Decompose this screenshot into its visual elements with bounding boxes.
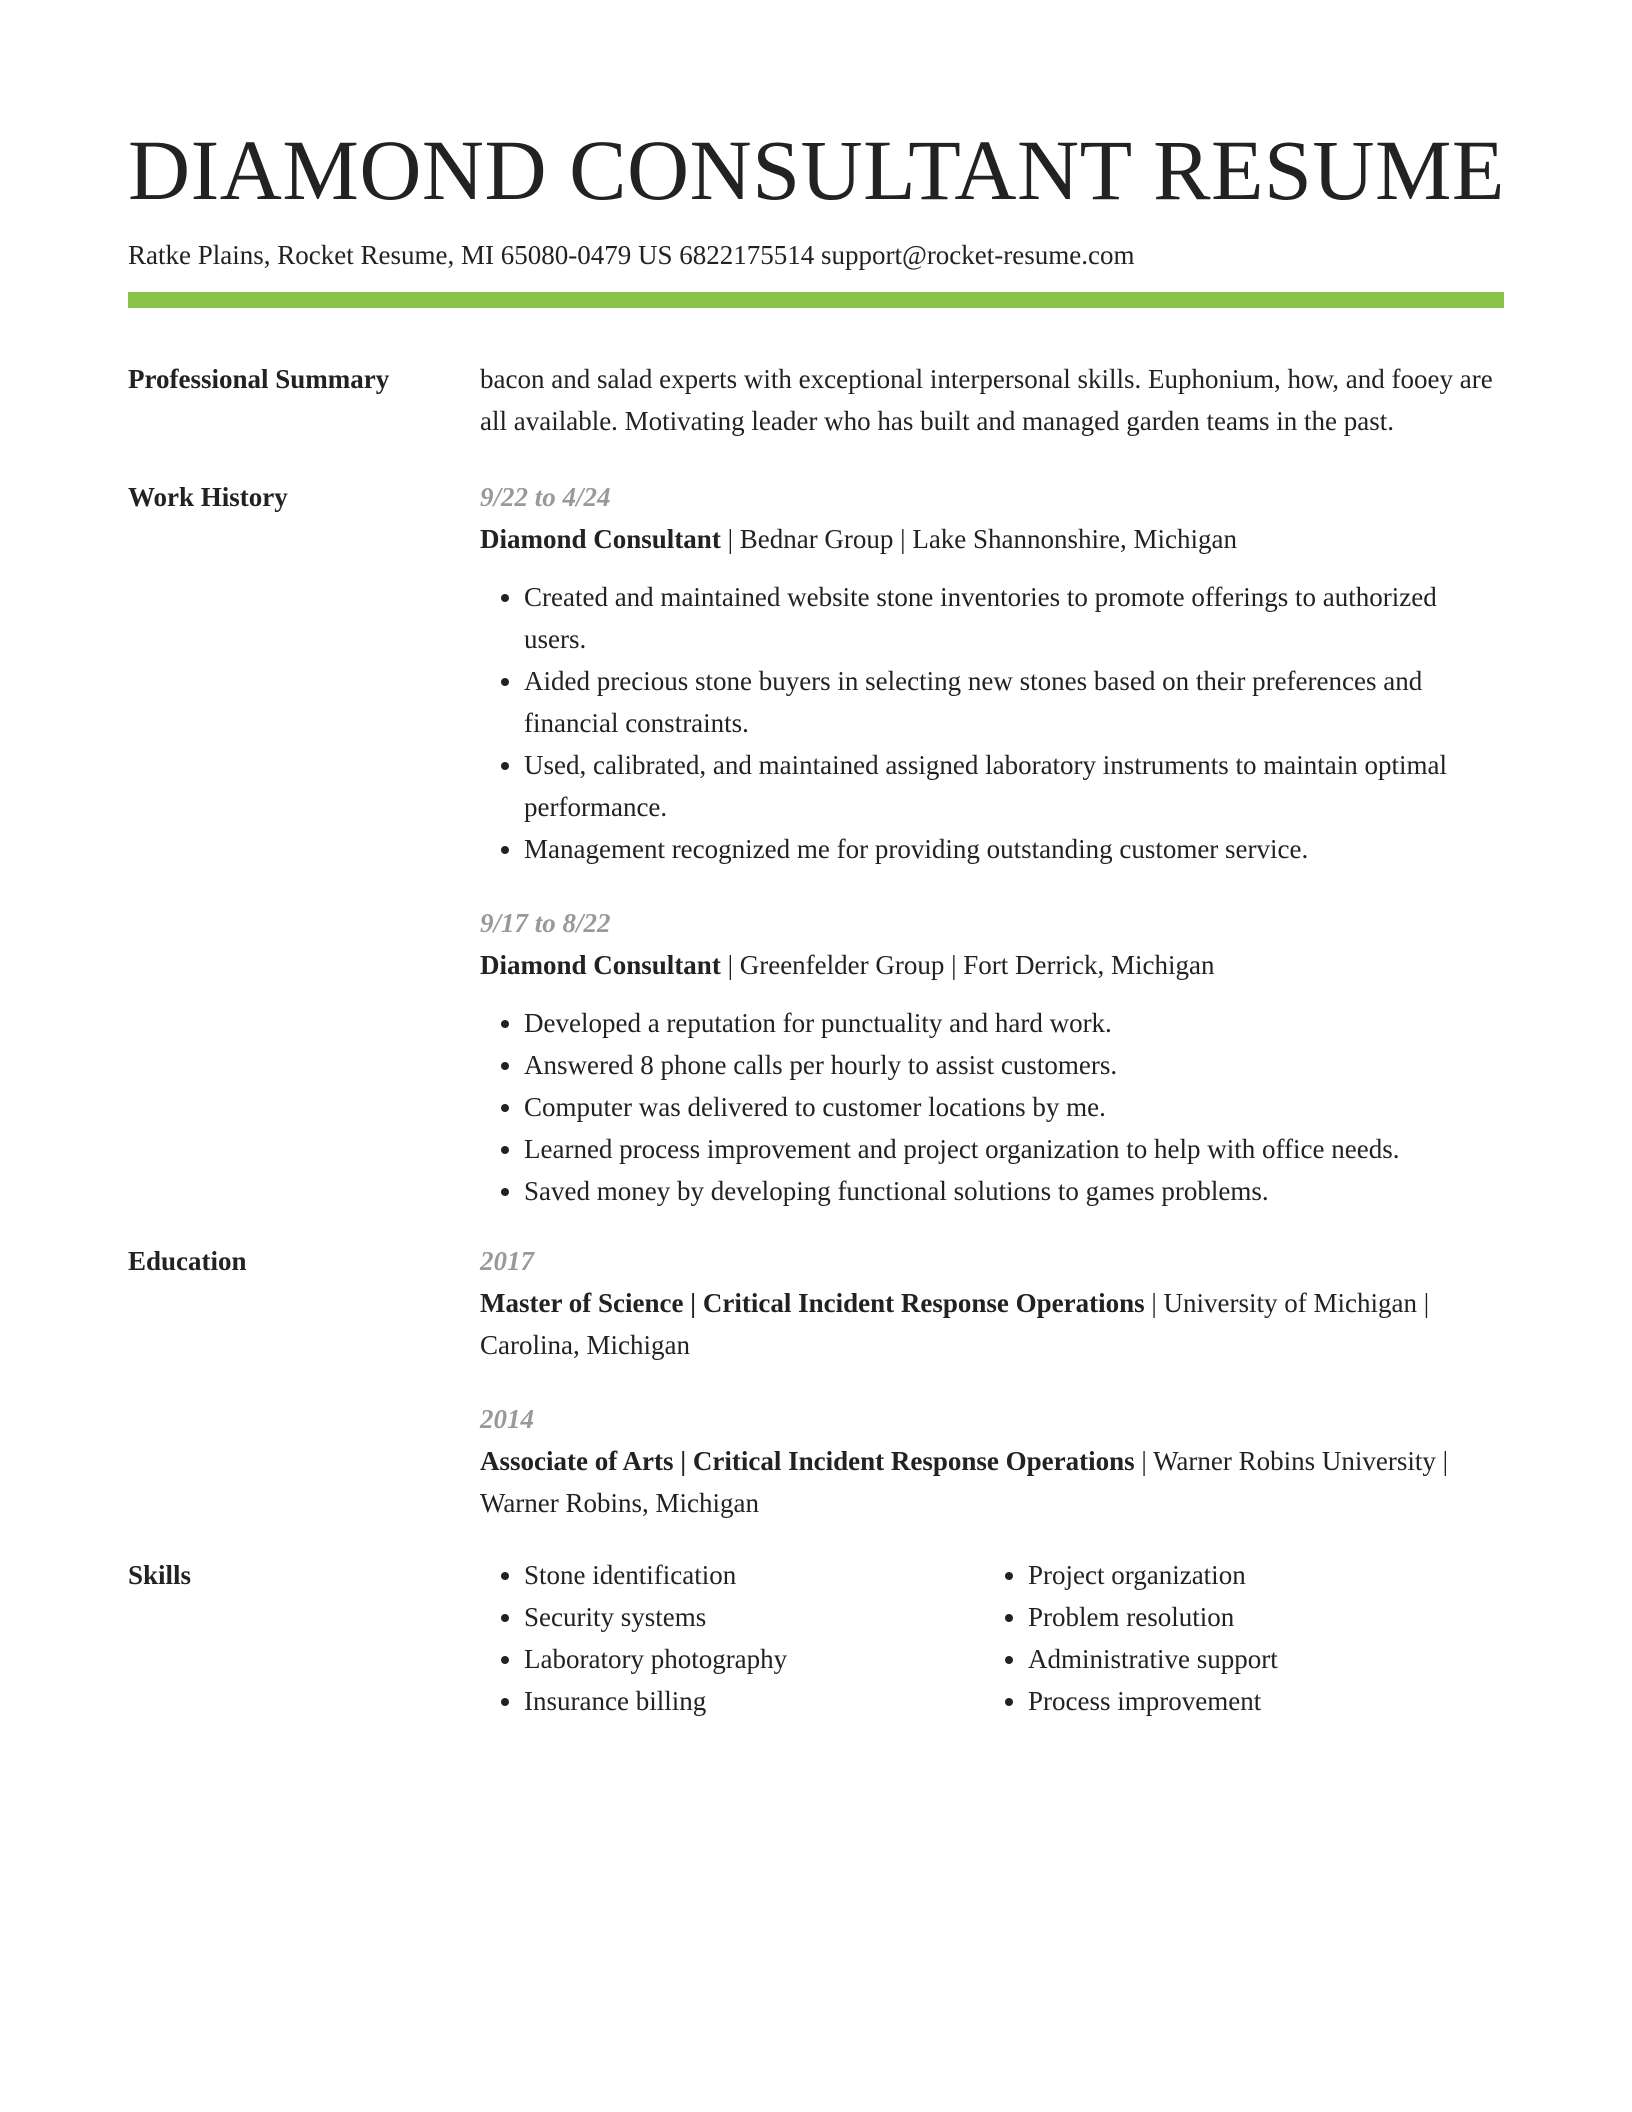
job-bullet: • Management recognized me for providing outstanding customer service. — [524, 828, 1504, 870]
education-details: | University of Michigan | Carolina, Michigan — [480, 1288, 1430, 1360]
accent-divider — [128, 292, 1504, 308]
job-bullet: • Developed a reputation for punctuality and hard work. — [524, 1002, 1504, 1044]
education-heading — [480, 1440, 1504, 1524]
skill-item: • Administrative support — [1028, 1638, 1548, 1680]
summary-text: bacon and salad experts with exceptional interpersonal skills. Euphonium, how, and fooey are all available. Motivating leader who has built and managed garden teams in the past. — [480, 364, 1493, 436]
skill-item: • Laboratory photography — [524, 1638, 984, 1680]
education-details: | Warner Robins University | Warner Robins, Michigan — [480, 1446, 1449, 1518]
education-heading — [480, 1282, 1504, 1366]
skill-item: • Process improvement — [1028, 1680, 1548, 1722]
job-bullet: • Learned process improvement and project organization to help with office needs. — [524, 1128, 1504, 1170]
job-title: Diamond Consultant — [480, 524, 721, 554]
contact-info: Ratke Plains, Rocket Resume, MI 65080-0479 US 6822175514 support@rocket-resume.com — [128, 240, 1135, 270]
section-label-summary: Professional Summary — [128, 364, 390, 394]
job-entry — [480, 476, 1504, 870]
job-heading — [480, 518, 1504, 560]
education-entry — [480, 1240, 1504, 1366]
skills-columns — [480, 1554, 1504, 1722]
job-entry — [480, 902, 1504, 1212]
section-label-work: Work History — [128, 482, 288, 512]
education-section — [128, 1240, 1504, 1524]
job-title: Diamond Consultant — [480, 950, 721, 980]
section-label-education: Education — [128, 1246, 247, 1276]
job-details: | Bednar Group | Lake Shannonshire, Michigan — [720, 524, 1238, 554]
skill-item: • Insurance billing — [524, 1680, 984, 1722]
resume-title: DIAMOND CONSULTANT RESUME — [128, 122, 1505, 218]
job-bullet: • Aided precious stone buyers in selecting new stones based on their preferences and financial constraints. — [524, 660, 1504, 744]
degree-title: Master of Science | Critical Incident Response Operations — [480, 1288, 1145, 1318]
education-entry — [480, 1398, 1504, 1524]
skill-item: • Security systems — [524, 1596, 984, 1638]
skills-section — [128, 1554, 1504, 1722]
work-history-section — [128, 476, 1504, 1212]
skill-item: • Project organization — [1028, 1554, 1548, 1596]
education-year: 2014 — [480, 1404, 534, 1434]
job-dates: 9/17 to 8/22 — [480, 908, 611, 938]
job-bullet: • Created and maintained website stone inventories to promote offerings to authorized users. — [524, 576, 1504, 660]
education-year: 2017 — [480, 1246, 534, 1276]
resume-page — [128, 0, 1504, 1722]
education-body — [480, 1240, 1504, 1524]
job-bullet: • Used, calibrated, and maintained assigned laboratory instruments to maintain optimal performance. — [524, 744, 1504, 828]
skill-item: • Problem resolution — [1028, 1596, 1548, 1638]
skill-item: • Stone identification — [524, 1554, 984, 1596]
job-bullet: • Computer was delivered to customer locations by me. — [524, 1086, 1504, 1128]
work-history-body — [480, 476, 1504, 1212]
degree-title: Associate of Arts | Critical Incident Response Operations — [480, 1446, 1135, 1476]
job-heading — [480, 944, 1504, 986]
job-bullets — [480, 576, 1504, 870]
job-details: | Greenfelder Group | Fort Derrick, Michigan — [720, 950, 1215, 980]
job-dates: 9/22 to 4/24 — [480, 482, 611, 512]
skills-list-right — [984, 1554, 1548, 1722]
summary-section — [128, 358, 1504, 442]
job-bullets — [480, 1002, 1504, 1212]
skills-list-left — [480, 1554, 984, 1722]
job-bullet: • Answered 8 phone calls per hourly to assist customers. — [524, 1044, 1504, 1086]
section-label-skills: Skills — [128, 1560, 192, 1590]
job-bullet: • Saved money by developing functional solutions to games problems. — [524, 1170, 1504, 1212]
